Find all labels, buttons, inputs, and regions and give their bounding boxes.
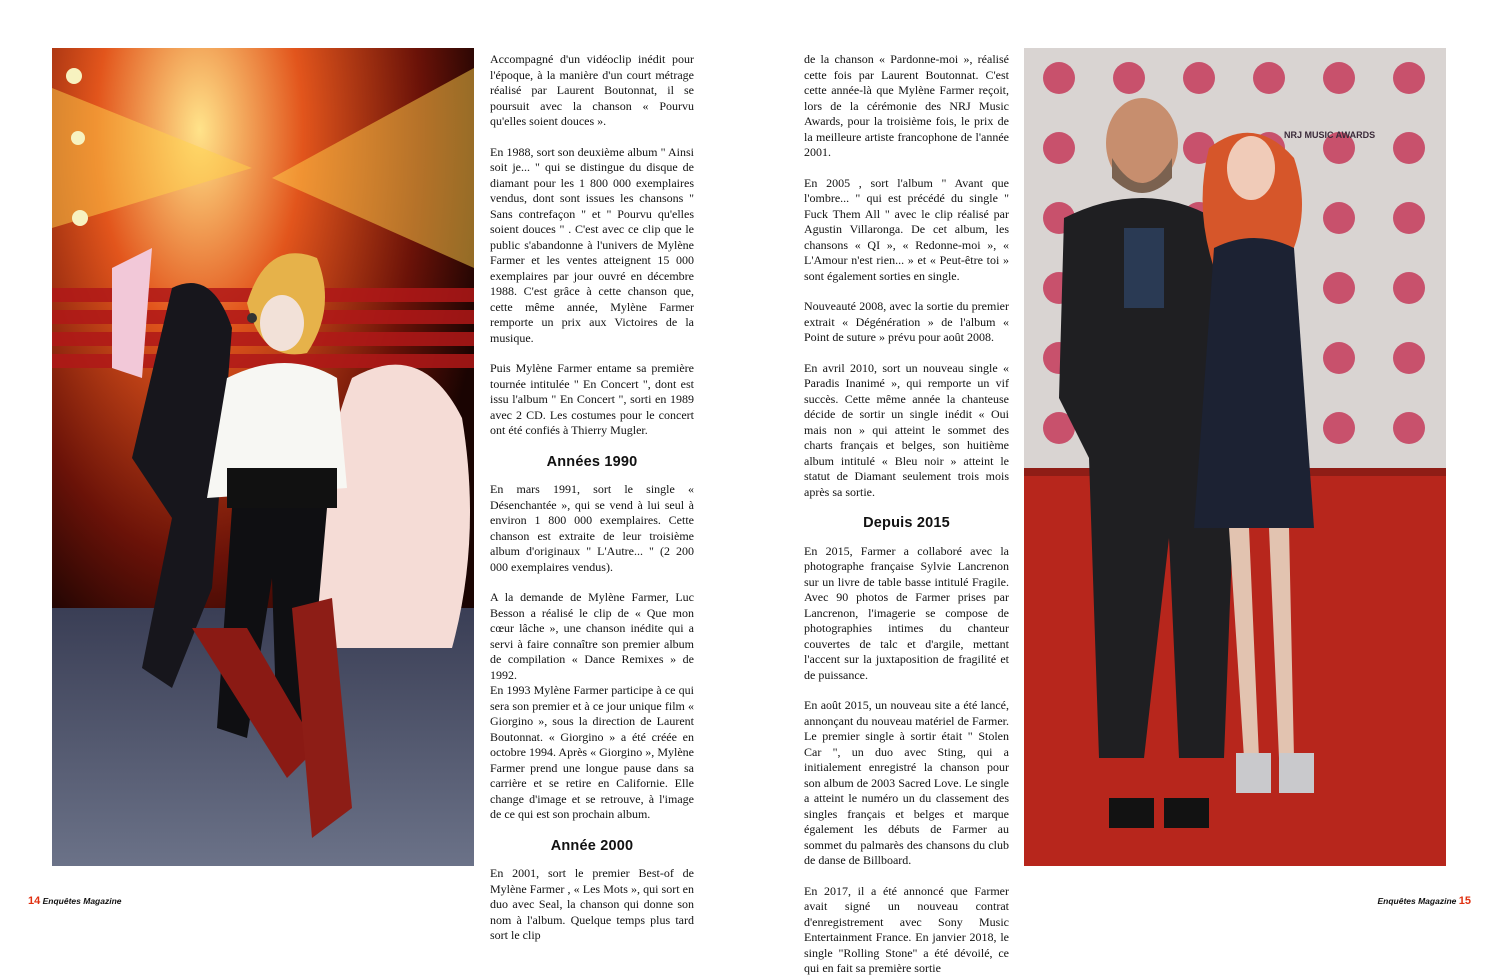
paragraph: Puis Mylène Farmer entame sa première tournée intitulée " En Concert ", dont est issu l'album " En Concert ", sorti en 1989 avec 2 CD. Les costumes pour le concert ont été confiés à Thierry Mugler. — [490, 361, 694, 437]
paragraph: En août 2015, un nouveau site a été lancé, annonçant du nouveau matériel de Farmer. Le premier single à sortir était " Stolen Car ", un duo avec Sting, qui a initialement enregistré la chanson pour son album de 2003 Sacred Love. Le single a atteint le numéro un du classement des singles français et belges et marque également les débuts de Farmer au sommet du palmarès des chansons du club de danse de Billboard. — [804, 698, 1009, 867]
page-number: 15 — [1458, 895, 1471, 907]
paragraph: En avril 2010, sort un nouveau single « Paradis Inanimé », qui remporte un vif succès. Cette même année la chanteuse décide de sortir un single inédit « Oui mais non » qui atteint le sommet des charts français et belges, son huitième album intitulé « Bleu noir » atteint le statut de Diamant seulement trois mois après sa sortie. — [804, 360, 1009, 499]
concert-photo — [52, 48, 474, 866]
paragraph: En 2015, Farmer a collaboré avec la photographe française Sylvie Lancrenon sur un livre de table basse intitulé Fragile. Avec 90 photos de Farmer prises par Lancrenon, l'imagerie se compose de photographies intimes du chanteur couvertes de talc et d'argile, mettant l'accent sur la juxtaposition de fragilité et de puissance. — [804, 543, 1009, 682]
article-column-left — [490, 52, 694, 942]
red-carpet-photo — [1024, 48, 1446, 866]
paragraph: En 1988, sort son deuxième album " Ainsi soit je... " qui se distingue du disque de diamant pour les 1 800 000 exemplaires vendus, dont sont issues les chansons " Sans contrefaçon " et " Pourvu qu'elles soient douces " . C'est avec ce clip que le public s'abandonne à l'univers de Mylène Farmer et les ventes atteignent 15 000 exemplaires par jour ouvré en décembre 1988. C'est grâce à cette chanson que, cette même année, Mylène Farmer remporte un prix aux Victoires de la musique. — [490, 144, 694, 345]
magazine-name: Enquêtes Magazine — [42, 896, 122, 906]
paragraph: Accompagné d'un vidéoclip inédit pour l'époque, à la manière d'un court métrage réalisé par Laurent Boutonnat, il se poursuit avec la chanson « Pourvu qu'elles soient douces ». — [490, 52, 694, 128]
paragraph: En 2001, sort le premier Best-of de Mylène Farmer , « Les Mots », qui sort en duo avec Seal, la chanson qui donne son nom à l'album. Quelque temps plus tard sort le clip — [490, 866, 694, 942]
page-number: 14 — [28, 895, 41, 907]
paragraph: En mars 1991, sort le single « Désenchantée », qui se vend à lui seul à environ 1 800 000 exemplaires. Cette chanson est extraite de leur troisième album d'originaux " L'Autre... " (2 200 000 exemplaires vendus). — [490, 482, 694, 574]
section-heading-1990s: Années 1990 — [546, 453, 638, 470]
section-heading-2015: Depuis 2015 — [863, 515, 950, 531]
magazine-name: Enquêtes Magazine — [1377, 896, 1457, 906]
page-footer-right — [1377, 895, 1471, 907]
page-footer-left — [28, 895, 122, 907]
article-column-right — [804, 52, 1009, 975]
paragraph: En 2017, il a été annoncé que Farmer avait signé un nouveau contrat d'enregistrement avec Sony Music Entertainment France. En janvier 2018, le single "Rolling Stone" a été dévoilé, ce qui en fait sa première sortie — [804, 883, 1009, 975]
section-heading-2000: Année 2000 — [550, 837, 634, 854]
paragraph: A la demande de Mylène Farmer, Luc Besson a réalisé le clip de « Que mon cœur lâche », une chanson inédite qui a servi à faire connaître son premier album de compilation « Dance Remixes » de 1992. — [490, 590, 694, 682]
paragraph: de la chanson « Pardonne-moi », réalisé cette fois par Laurent Boutonnat. C'est cette année-là que Mylène Farmer reçoit, lors de la cérémonie des NRJ Music Awards, pour la troisième fois, le prix de la meilleure artiste francophone de l'année 2001. — [804, 52, 1009, 159]
paragraph: En 2005 , sort l'album " Avant que l'ombre... " qui est précédé du single " Fuck Them All " avec le clip réalisé par Agustin Villaronga. De cet album, les chansons « QI », « Redonne-moi », « L'Amour n'est rien... » et « Peut-être toi » sont également sorties en single. — [804, 175, 1009, 283]
paragraph: Nouveauté 2008, avec la sortie du premier extrait « Dégénération » de l'album « Point de suture » prévu pour août 2008. — [804, 299, 1009, 344]
backdrop-text: NRJ MUSIC AWARDS — [1284, 130, 1376, 140]
paragraph: En 1993 Mylène Farmer participe à ce qui sera son premier et à ce jour unique film « Giorgino », sous la direction de Laurent Boutonnat. « Giorgino » a été créée en octobre 1994. Après « Giorgino », Mylène Farmer prend une longue pause dans sa carrière et se retire en Californie. Elle change d'image et se retrouve, à l'image de ce qui est son prochain album. — [490, 683, 694, 821]
